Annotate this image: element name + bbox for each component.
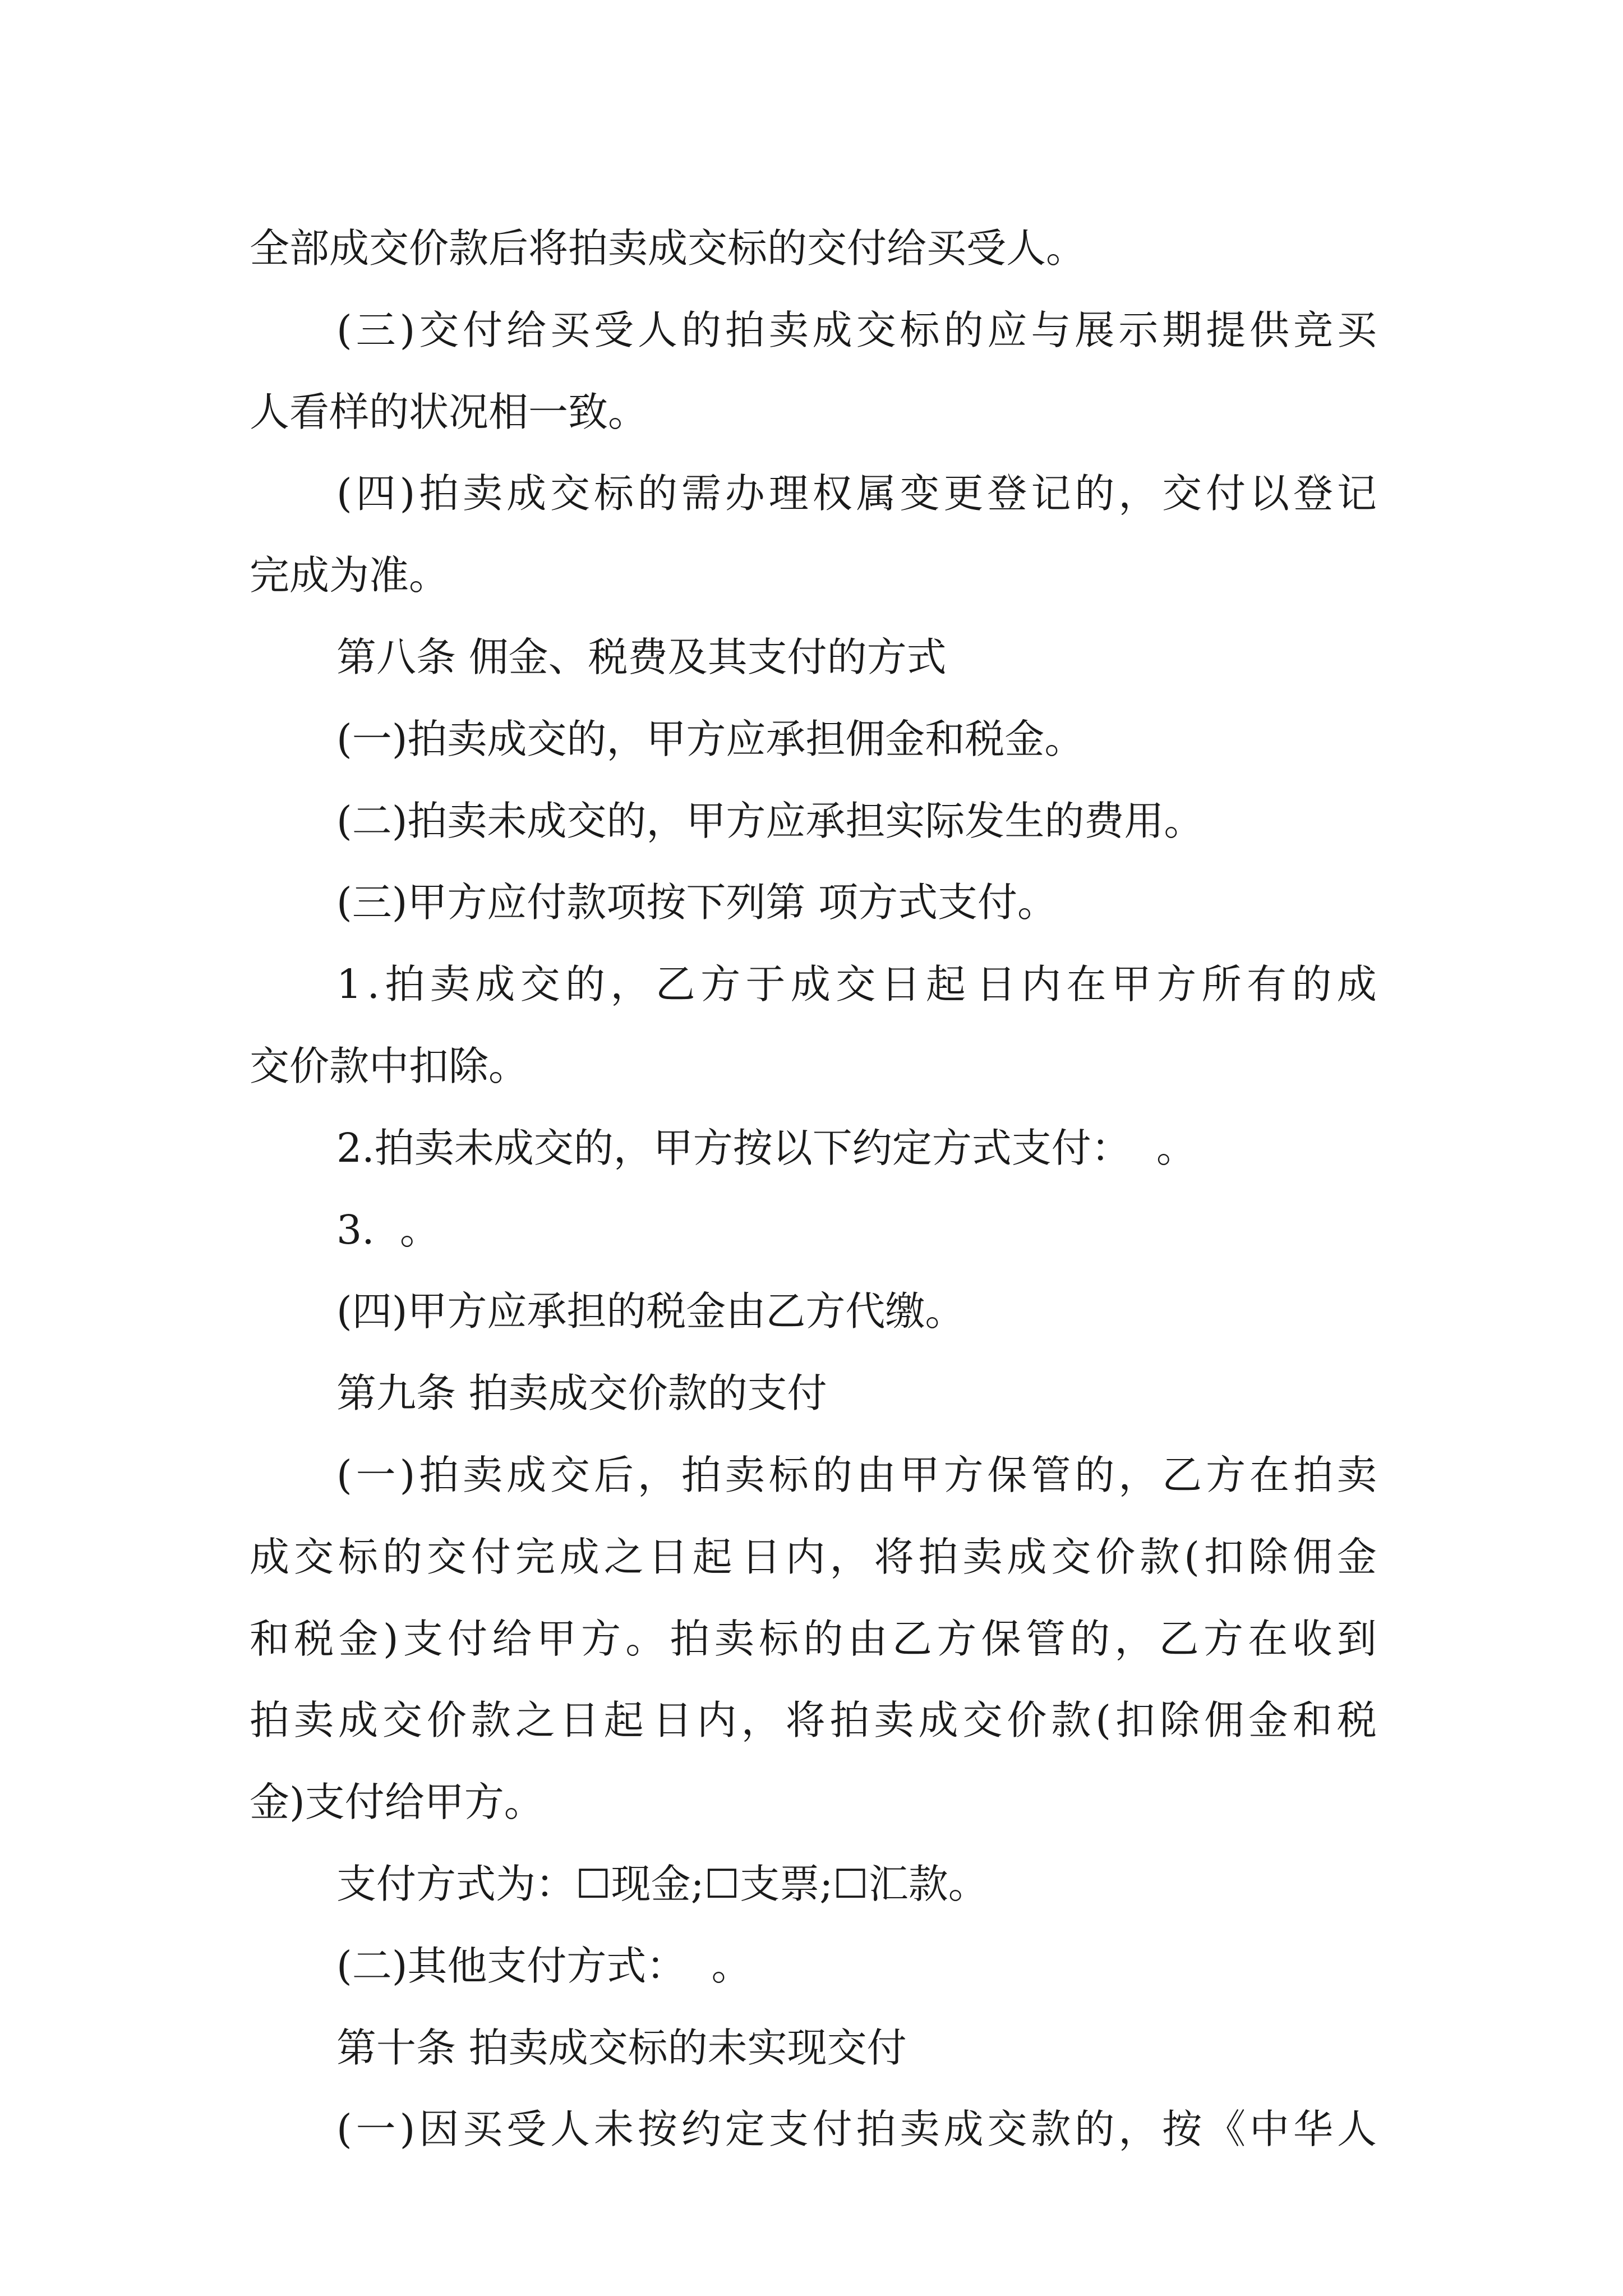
text-line: 第十条 拍卖成交标的未实现交付 bbox=[336, 2024, 907, 2071]
text-line: 支付方式为：☐现金;☐支票;☐汇款。 bbox=[336, 1860, 988, 1907]
text-line: 金)支付给甲方。 bbox=[250, 1779, 544, 1826]
text-line: (一)拍卖成交的，甲方应承担佣金和税金。 bbox=[336, 715, 1085, 762]
text-line: ( 一 ) 因 买 受 人 未 按 约 定 支 付 拍 卖 成 交 款 的 ， 按 《 中 华 人 bbox=[336, 2106, 1377, 2153]
text-line: 全部成交价款后将拍卖成交标的交付给买受人。 bbox=[250, 225, 1086, 272]
text-line: ( 四 ) 拍 卖 成 交 标 的 需 办 理 权 属 变 更 登 记 的 ， 交 付 以 登 记 bbox=[336, 470, 1377, 517]
text-line: 3. 。 bbox=[336, 1206, 440, 1253]
text-line: 完成为准。 bbox=[250, 552, 449, 599]
text-line: 人看样的状况相一致。 bbox=[250, 388, 648, 435]
text-line: (二)其他支付方式： 。 bbox=[336, 1942, 751, 1989]
text-line: (三)甲方应付款项按下列第 项方式支付。 bbox=[336, 879, 1057, 926]
text-line: ( 一 ) 拍 卖 成 交 后 ， 拍 卖 标 的 由 甲 方 保 管 的 ， 乙 方 在 拍 卖 bbox=[336, 1451, 1377, 1498]
text-line: 成 交 标 的 交 付 完 成 之 日 起 日 内 ， 将 拍 卖 成 交 价 款 ( 扣 除 佣 金 bbox=[250, 1533, 1377, 1580]
text-line: (四)甲方应承担的税金由乙方代缴。 bbox=[336, 1288, 965, 1335]
text-line: 交价款中扣除。 bbox=[250, 1042, 529, 1089]
document-body bbox=[250, 208, 1377, 2170]
text-line: 第九条 拍卖成交价款的支付 bbox=[336, 1370, 827, 1417]
text-line: ( 三 ) 交 付 给 买 受 人 的 拍 卖 成 交 标 的 应 与 展 示 期 提 供 竞 买 bbox=[336, 306, 1377, 353]
text-line: 拍 卖 成 交 价 款 之 日 起 日 内 ， 将 拍 卖 成 交 价 款 ( 扣 除 佣 金 和 税 bbox=[250, 1697, 1377, 1744]
text-line: (二)拍卖未成交的，甲方应承担实际发生的费用。 bbox=[336, 797, 1204, 844]
text-line: 第八条 佣金、税费及其支付的方式 bbox=[336, 633, 947, 680]
text-line: 1 . 拍 卖 成 交 的 ， 乙 方 于 成 交 日 起 日 内 在 甲 方 所 有 的 成 bbox=[336, 961, 1377, 1008]
text-line: 2.拍卖未成交的，甲方按以下约定方式支付： 。 bbox=[336, 1124, 1196, 1171]
text-line: 和 税 金 ) 支 付 给 甲 方 。 拍 卖 标 的 由 乙 方 保 管 的 ， 乙 方 在 收 到 bbox=[250, 1615, 1377, 1662]
